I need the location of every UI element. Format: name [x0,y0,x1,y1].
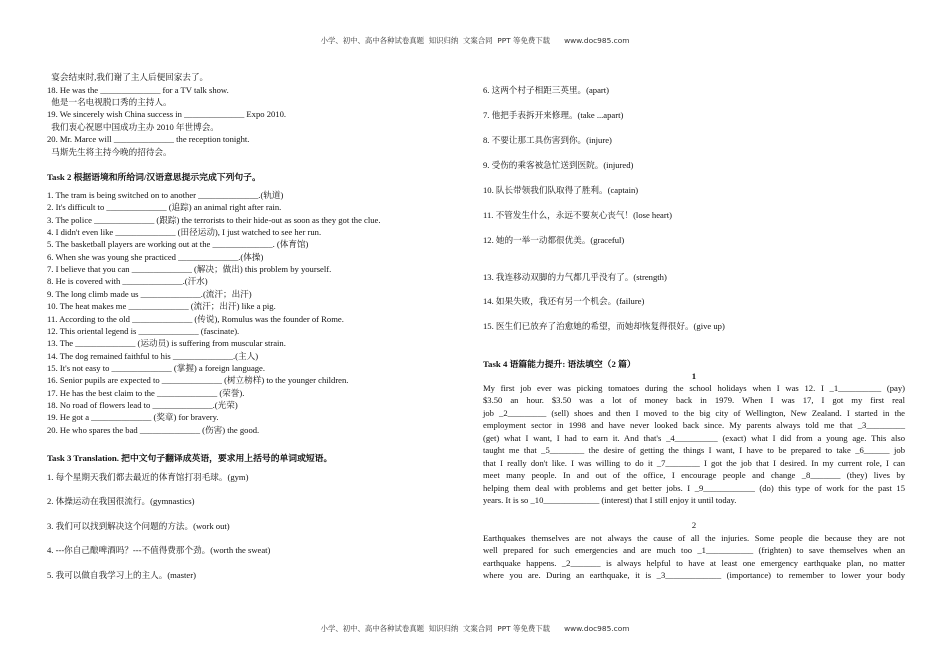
exercise-line: 我们衷心祝愿中国成功主办 2010 年世博会。 [47,122,219,132]
passage-line: where you are. During an earthquake, it is _3_____________ (importance) to remember to lower your body [483,570,905,581]
task2-item: 14. The dog remained faithful to his ______________.(主人) [47,350,259,361]
task2-item: 12. This oriental legend is ______________ (fascinate). [47,325,240,336]
translation-item: 14. 如果失败，我还有另一个机会。(failure) [483,296,645,306]
exercise-line: 宴会结束时,我们谢了主人后便回家去了。 [47,72,209,82]
task2-item: 11. According to the old ______________ (传说), Romulus was the founder of Rome. [47,313,344,324]
task2-item: 7. I believe that you can ______________ (解决；做出) this problem by yourself. [47,264,332,275]
passage-number: 1 [691,371,697,381]
task2-item: 9. The long climb made us ______________.(流汗；出汗) [47,288,252,299]
exercise-line: 20. Mr. Marce will ______________ the reception tonight. [47,134,250,144]
task2-item: 15. It's not easy to ______________ (掌握) a foreign language. [47,362,266,373]
passage-line: Earthquakes themselves are not always the cause of all the injuries. Some people die because they are not [483,533,905,543]
translation-item: 8. 不要让那工具伤害到你。(injure) [483,135,612,145]
task2-item: 16. Senior pupils are expected to ______________ (树立榜样) to the younger children. [47,375,349,386]
task2-item: 17. He has the best claim to the ______________ (荣誉). [47,387,245,398]
translation-item: 11. 不管发生什么，永远不要灰心丧气！(lose heart) [483,210,672,220]
passage-line: job _2_________ (sell) shoes and then I moved to the big city of Wellington, New Zealand. I started in the [483,407,905,418]
translation-item: 13. 我连移动双脚的力气都几乎没有了。(strength) [483,272,667,282]
translation-item: 1. 每个星期天我们都去最近的体育馆打羽毛球。(gym) [47,472,249,482]
translation-item: 4. ---你自己酿啤酒吗？---不值得费那个劲。(worth the sweat) [47,545,271,555]
page-header: 小学、初中、高中各种试卷真题 知识归纳 文案合同 PPT 等免费下载 www.doc985.com [320,36,630,45]
exercise-line: 18. He was the ______________ for a TV talk show. [47,85,229,95]
task3-heading: Task 3 Translation. 把中文句子翻译成英语，要求用上括号的单词或短语。 [47,453,333,463]
task2-item: 10. The heat makes me ______________ (流汗；出汗) like a pig. [47,301,276,312]
translation-item: 2. 体操运动在我国很流行。(gymnastics) [47,496,195,506]
task2-item: 6. When she was young she practiced ______________.(体操) [47,251,264,262]
passage-line: taught me that _5________ the desire of getting the things I want, I have to be prepared to take _6______ job [483,445,905,456]
task2-item: 3. The police ______________ (跟踪) the terrorists to their hide-out as soon as they got the clue. [47,214,381,225]
translation-item: 15. 医生们已放弃了治愈她的希望，而她却恢复得很好。(give up) [483,321,725,331]
translation-item: 3. 我们可以找到解决这个问题的方法。(work out) [47,521,230,531]
passage-line: My first job ever was picking tomatoes during the school holidays when I was 12. I _1__________ (pay) [483,383,905,393]
passage-line: $3.50 an hour. $3.50 was a lot of money back in 1979. When I was 17, I got my first real [483,395,905,406]
task2-item: 13. The ______________ (运动员) is suffering from muscular strain. [47,338,286,349]
passage-line: that I really don't like. I was willing to do it _7________ I got the job that I desired. In my current role, I can [483,457,905,468]
translation-item: 12. 她的一举一动都很优美。(graceful) [483,235,625,245]
passage-line: helping them deal with problems and get better jobs. I _9____________ (do) this type of work for the past 15 [483,482,905,493]
task2-heading: Task 2 根据语境和所给词/汉语意思提示完成下列句子。 [47,172,261,182]
translation-item: 6. 这两个村子相距三英里。(apart) [483,85,610,95]
exercise-line: 马斯先生将主持今晚的招待会。 [47,147,172,157]
passage-line: employment sector in 1998 and have never looked back since. My parents always told me that _3_________ [483,420,905,431]
translation-item: 7. 他把手表拆开来修理。(take ...apart) [483,110,624,120]
exercise-line: 19. We sincerely wish China success in ______________ Expo 2010. [47,109,287,119]
task2-item: 5. The basketball players are working out at the ______________. (体育馆) [47,239,309,250]
task2-item: 20. He who spares the bad ______________ (伤害) the good. [47,424,260,435]
translation-item: 10. 队长带领我们队取得了胜利。(captain) [483,185,639,195]
passage-line: years. It is so _10_____________ (interest) that I still enjoy it until today. [483,495,737,506]
page-footer: 小学、初中、高中各种试卷真题 知识归纳 文案合同 PPT 等免费下载 www.doc985.com [320,624,630,633]
task4-heading: Task 4 语篇能力提升: 语法填空（2 篇） [483,359,636,369]
passage-line: (get) what I want, I had to earn it. And that's _4__________ (exact) what I did from a young age. This also [483,432,905,443]
translation-item: 9. 受伤的乘客被急忙送到医院。(injured) [483,160,634,170]
task2-item: 8. He is covered with ______________.(汗水) [47,276,208,287]
passage-line: meet many people. In and out of the office, I encourage people and change _8_______ (they) lives by [483,470,905,481]
task2-item: 18. No road of flowers lead to ______________.(光荣) [47,399,238,410]
passage-number: 2 [691,520,697,530]
task2-item: 1. The tram is being switched on to another ______________.(轨道) [47,190,284,200]
passage-line: well prepared for such emergencies and are much too _1___________ (frighten) to save themselves when an [483,545,905,556]
passage-line: earthquake happens. _2_______ is always helpful to have at least one emergency earthquake plan, no matter [483,557,905,568]
task2-item: 4. I didn't even like ______________ (田径运动), I just watched to see her run. [47,227,322,238]
translation-item: 5. 我可以做自我学习上的主人。(master) [47,570,196,580]
exercise-line: 他是一名电视脱口秀的主持人。 [47,97,172,107]
task2-item: 2. It's difficult to ______________ (追踪) an animal right after rain. [47,202,282,213]
task2-item: 19. He got a ______________ (奖章) for bravery. [47,412,219,423]
